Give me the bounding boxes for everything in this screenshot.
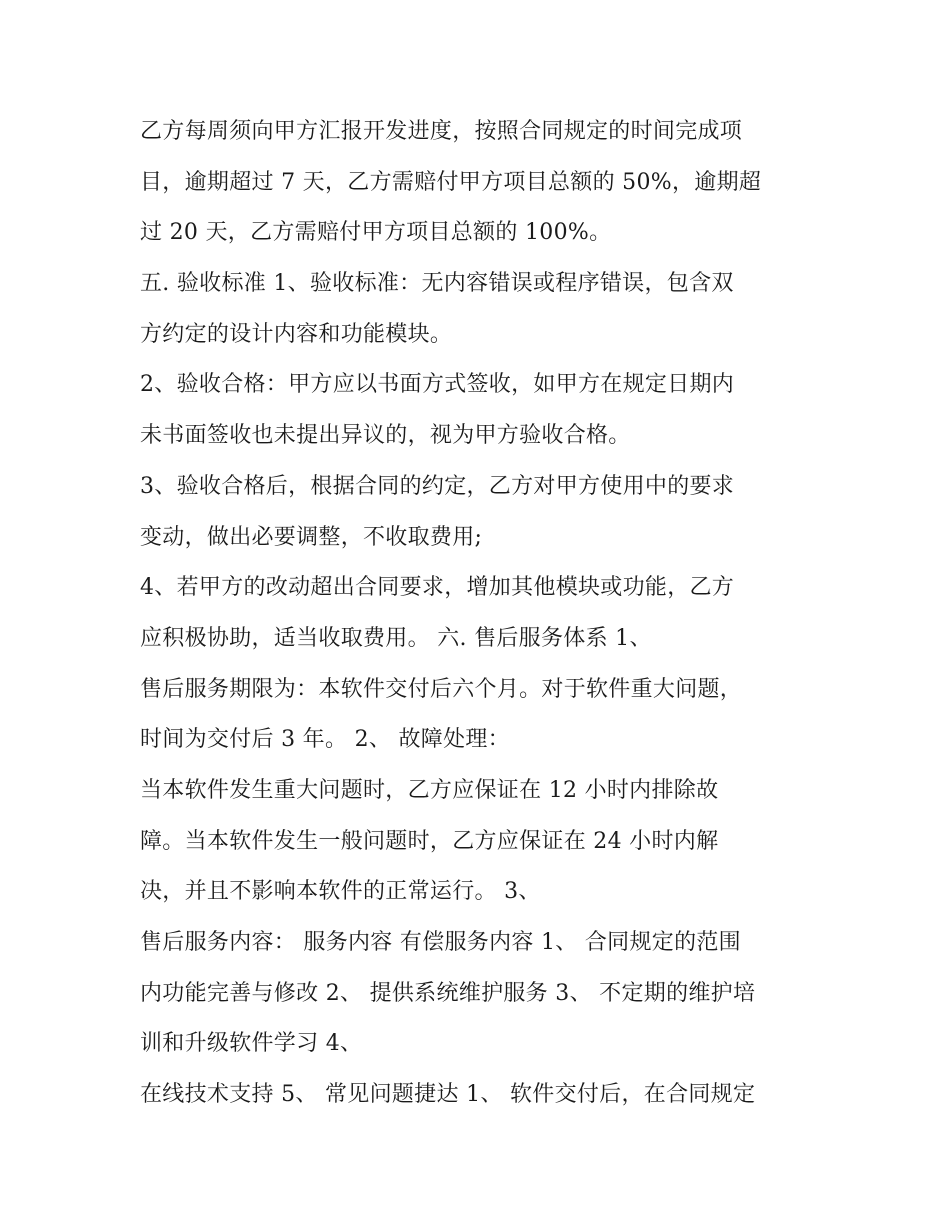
text-line: 当本软件发生重大问题时，乙方应保证在 12 小时内排除故 bbox=[140, 777, 719, 803]
document-body bbox=[140, 107, 840, 1121]
text-line: 决，并且不影响本软件的正常运行。 3、 bbox=[140, 879, 541, 905]
text-line: 3、验收合格后，根据合同的约定，乙方对甲方使用中的要求 bbox=[140, 473, 735, 499]
text-line: 五. 验收标准 1、验收标准：无内容错误或程序错误，包含双 bbox=[140, 271, 734, 297]
text-line: 2、验收合格：甲方应以书面方式签收，如甲方在规定日期内 bbox=[140, 372, 735, 398]
text-line: 4、若甲方的改动超出合同要求，增加其他模块或功能，乙方 bbox=[140, 575, 735, 601]
text-line: 内功能完善与修改 2、 提供系统维护服务 3、 不定期的维护培 bbox=[140, 980, 756, 1006]
text-line: 应积极协助，适当收取费用。 六. 售后服务体系 1、 bbox=[140, 625, 652, 651]
text-line: 在线技术支持 5、 常见问题捷达 1、 软件交付后，在合同规定 bbox=[140, 1082, 756, 1108]
text-line: 过 20 天，乙方需赔付甲方项目总额的 100%。 bbox=[140, 220, 612, 246]
text-line: 障。当本软件发生一般问题时，乙方应保证在 24 小时内解 bbox=[140, 828, 719, 854]
text-line: 方约定的设计内容和功能模块。 bbox=[140, 321, 453, 347]
text-line: 乙方每周须向甲方汇报开发进度，按照合同规定的时间完成项 bbox=[140, 119, 743, 144]
text-line: 售后服务期限为：本软件交付后六个月。对于软件重大问题， bbox=[140, 676, 743, 702]
text-line: 售后服务内容： 服务内容 有偿服务内容 1、 合同规定的范围 bbox=[140, 930, 741, 955]
text-line: 变动，做出必要调整，不收取费用; bbox=[140, 524, 483, 550]
text-line: 目，逾期超过 7 天，乙方需赔付甲方项目总额的 50%，逾期超 bbox=[140, 169, 762, 195]
text-line: 未书面签收也未提出异议的，视为甲方验收合格。 bbox=[140, 423, 631, 449]
text-line: 训和升级软件学习 4、 bbox=[140, 1031, 363, 1057]
text-line: 时间为交付后 3 年。 2、 故障处理： bbox=[140, 727, 510, 753]
